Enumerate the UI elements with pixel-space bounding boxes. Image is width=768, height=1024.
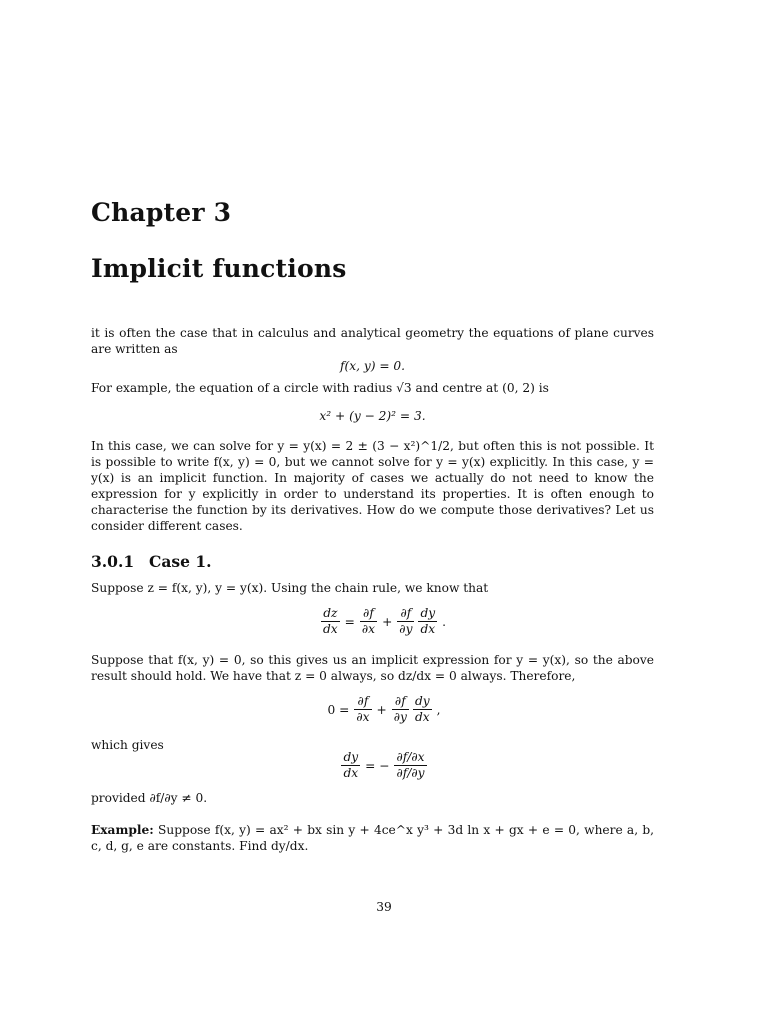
fraction: $\frac{\partial f}{\partial y}$ xyxy=(393,694,407,724)
which-gives-text: which gives xyxy=(91,738,164,752)
equation-implicit-form: f(x, y) = 0. xyxy=(339,359,406,373)
fraction: $\frac{\partial f/\partial x}{\partial f/\partial y}$ xyxy=(396,750,425,780)
provided-condition: provided ∂f/∂y ≠ 0. xyxy=(91,791,208,805)
equation-chain-rule: $\frac{dz}{dx}$ = $\frac{\partial f}{\partial x}$ + $\frac{\partial f}{\partial y}$ $\frac{dy}{dx}$ . xyxy=(322,606,447,636)
section-title: Case 1. xyxy=(149,552,212,571)
circle-paragraph: For example, the equation of a circle with radius √3 and centre at (0, 2) is xyxy=(91,381,549,395)
section-number: 3.0.1 xyxy=(91,552,135,571)
fraction: $\frac{dz}{dx}$ xyxy=(322,606,338,636)
example-label: Example: xyxy=(91,823,154,837)
equation-zero-derivative: 0 = $\frac{\partial f}{\partial x}$ + $\frac{\partial f}{\partial y}$ $\frac{dy}{dx}$ , xyxy=(327,694,441,724)
implicit-function-paragraph: In this case, we can solve for y = y(x) = 2 ± (3 − x²)^1/2, but often this is not possible. It is possible to write f(x, y) = 0, but we cannot solve for y = y(x) explicitly. In this case, y = y(x) is an implicit function. In majority of cases we actually do not need to know the expression for y explicitly in order to understand its properties. It is often enough to characterise the function by its derivatives. How do we compute those derivatives? Let us consider different cases. xyxy=(91,439,654,533)
equation-circle: x² + (y − 2)² = 3. xyxy=(319,409,426,423)
page-number: 39 xyxy=(376,900,392,914)
fraction: $\frac{dy}{dx}$ xyxy=(414,694,430,724)
example-text: Suppose f(x, y) = ax² + bx sin y + 4ce^x y³ + 3d ln x + gx + e = 0, where a, b, c, d, g, e are constants. Find dy/dx. xyxy=(91,823,654,853)
chain-rule-paragraph: Suppose z = f(x, y), y = y(x). Using the chain rule, we know that xyxy=(91,581,489,595)
equation-implicit-derivative: $\frac{dy}{dx}$ = − $\frac{\partial f/\partial x}{\partial f/\partial y}$ xyxy=(343,750,425,780)
example-paragraph xyxy=(91,822,654,854)
fraction: $\frac{dy}{dx}$ xyxy=(343,750,359,780)
intro-paragraph: it is often the case that in calculus and analytical geometry the equations of plane curves are written as xyxy=(91,326,654,356)
chapter-label: Chapter 3 xyxy=(91,198,232,227)
chapter-title: Implicit functions xyxy=(91,254,347,283)
fraction: $\frac{\partial f}{\partial y}$ xyxy=(399,606,413,636)
section-heading xyxy=(91,552,212,571)
fraction: $\frac{\partial f}{\partial x}$ xyxy=(356,694,370,724)
implicit-expression-paragraph: Suppose that f(x, y) = 0, so this gives us an implicit expression for y = y(x), so the above result should hold. We have that z = 0 always, so dz/dx = 0 always. Therefore, xyxy=(91,653,654,683)
fraction: $\frac{dy}{dx}$ xyxy=(420,606,436,636)
fraction: $\frac{\partial f}{\partial x}$ xyxy=(361,606,376,636)
